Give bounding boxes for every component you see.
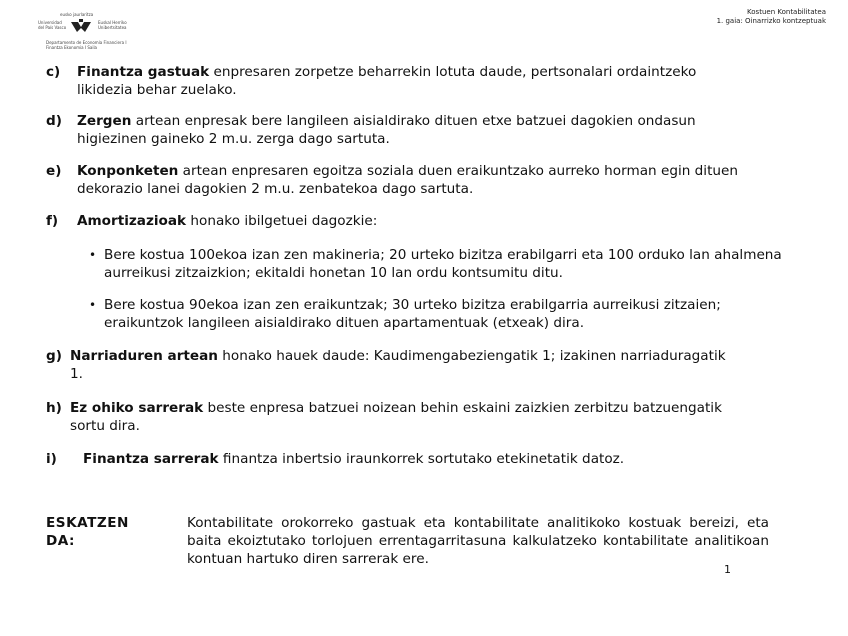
header-topic: 1. gaia: Oinarrizko kontzeptuak bbox=[716, 17, 826, 25]
item-text bbox=[77, 63, 737, 99]
item-rest: finantza inbertsio iraunkorrek sortutako etekinetatik datoz. bbox=[218, 451, 625, 467]
item-rest: enpresaren zorpetze beharrekin lotuta daude, pertsonalari ordaintzeko likidezia behar zuelako. bbox=[77, 64, 697, 98]
item-label: h) bbox=[46, 400, 62, 416]
item-label: d) bbox=[46, 113, 62, 129]
university-logo bbox=[36, 12, 136, 52]
item-rest: honako hauek daude: Kaudimengabeziengatik 1; izakinen narriaduragatik 1. bbox=[70, 348, 726, 382]
bullet-text: Bere kostua 90ekoa izan zen eraikuntzak; 30 urteko bizitza erabilgarria aurreikusi zitzaien; eraikuntzok langileen aisialdirako dituen apartamentuak (etxeak) dira. bbox=[104, 297, 721, 331]
page-header bbox=[717, 8, 826, 26]
item-label: f) bbox=[46, 213, 59, 229]
item-text bbox=[70, 347, 730, 383]
item-text bbox=[77, 212, 737, 230]
item-text bbox=[77, 162, 747, 198]
logo-left-text: Universidad del País Vasco bbox=[38, 20, 67, 30]
item-bold: Finantza gastuak bbox=[77, 64, 210, 80]
item-rest: artean enpresaren egoitza soziala duen eraikuntzako aurreko horman egin dituen dekorazio lanei dagokien 2 m.u. zenbatekoa dago sartuta. bbox=[77, 163, 739, 197]
header-course-title: Kostuen Kontabilitatea bbox=[747, 8, 826, 16]
item-label: e) bbox=[46, 163, 62, 179]
bullet-text: Bere kostua 100ekoa izan zen makineria; 20 urteko bizitza erabilgarri eta 100 orduko lan ahalmena aurreikusi zitzaizkion; ekitaldi honetan 10 lan ordu kontsumitu ditu. bbox=[104, 247, 782, 281]
item-label: g) bbox=[46, 348, 62, 364]
item-text bbox=[83, 450, 763, 468]
item-rest: artean enpresak bere langileen aisialdirako dituen etxe batzuei dagokien ondasun higiezinen gaineko 2 m.u. zerga dago sartuta. bbox=[77, 113, 696, 147]
item-bold: Narriaduren artean bbox=[70, 348, 218, 364]
logo-right-text: Euskal Herriko Unibertsitatea bbox=[98, 20, 127, 30]
item-rest: honako ibilgetuei dagozkie: bbox=[186, 213, 378, 229]
item-bold: Konponketen bbox=[77, 163, 179, 179]
page-number: 1 bbox=[724, 563, 731, 576]
logo-bottom-text: Departamento de Economía Financiera I Finantza Ekonomia I Saila bbox=[46, 40, 127, 50]
item-bold: Zergen bbox=[77, 113, 132, 129]
requirement-text: Kontabilitate orokorreko gastuak eta kontabilitate analitikoko kostuak bereizi, eta baita ekoiztutako torlojuen errentagarritasuna kalkulatzeko kontabilitate analitikoan kontuan hartuko diren sarrerak ere. bbox=[187, 515, 769, 567]
item-bold: Finantza sarrerak bbox=[83, 451, 219, 467]
university-emblem-icon bbox=[70, 19, 92, 35]
logo-top-text: eusko jaurlaritza bbox=[60, 12, 94, 17]
item-rest: beste enpresa batzuei noizean behin eskaini zaizkien zerbitzu batzuengatik sortu dira. bbox=[70, 400, 722, 434]
item-text bbox=[77, 112, 737, 148]
item-label: c) bbox=[46, 64, 61, 80]
item-bold: Ez ohiko sarrerak bbox=[70, 400, 204, 416]
requirement-label: ESKATZEN DA: bbox=[46, 515, 129, 549]
item-bold: Amortizazioak bbox=[77, 213, 187, 229]
bullet-dot-icon: • bbox=[89, 298, 97, 312]
bullet-dot-icon: • bbox=[89, 248, 97, 262]
item-text bbox=[70, 399, 730, 435]
item-label: i) bbox=[46, 451, 57, 467]
